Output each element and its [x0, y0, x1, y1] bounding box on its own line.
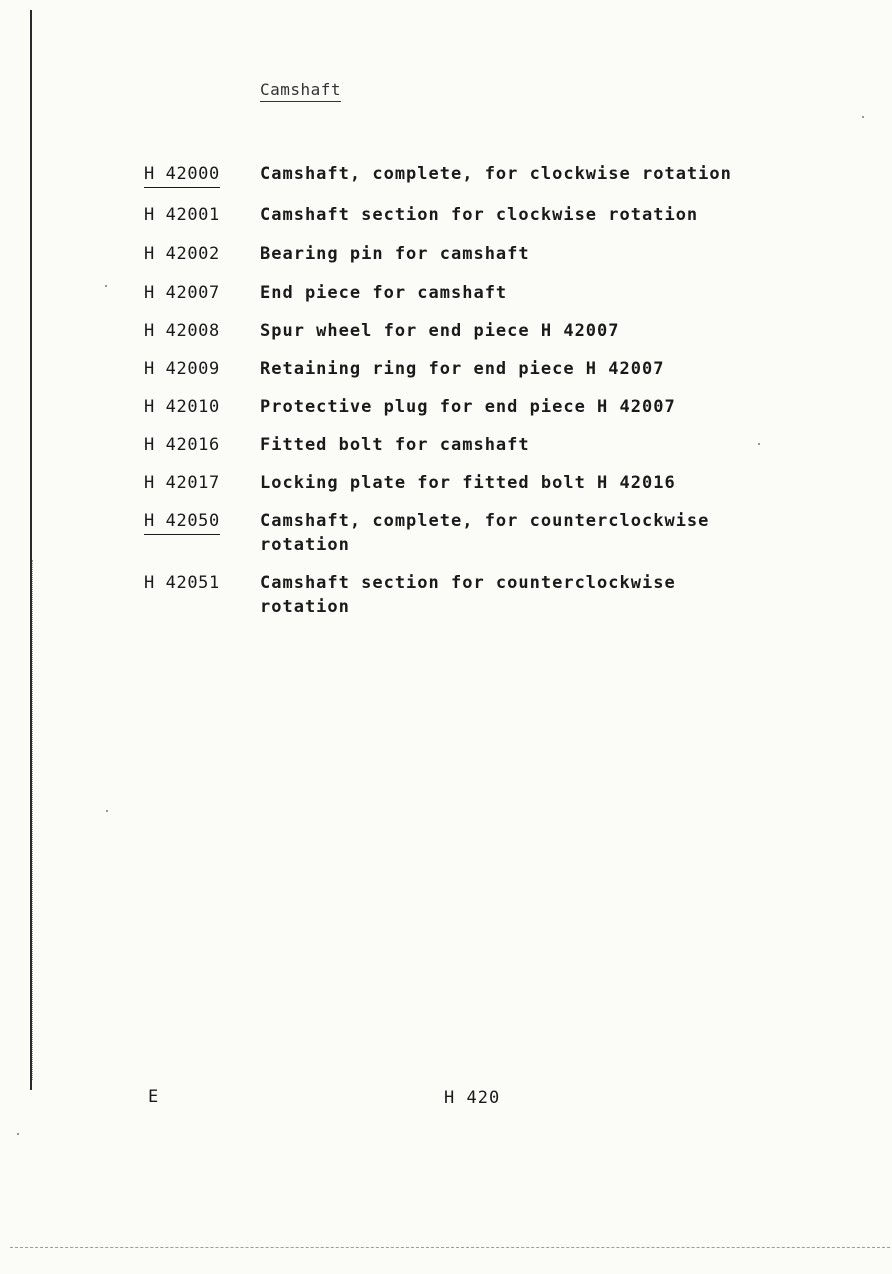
- part-item: [144, 319, 844, 343]
- part-number: H 42010: [144, 397, 220, 417]
- scan-speck: [17, 1133, 19, 1135]
- part-item: [144, 471, 844, 495]
- binding-dotted-line: [32, 560, 33, 1080]
- footer-language-code: E: [148, 1087, 159, 1107]
- part-description: Fitted bolt for camshaft: [260, 435, 530, 455]
- part-item: [144, 509, 844, 557]
- part-number: H 42008: [144, 321, 220, 341]
- page-bottom-rule: [10, 1247, 890, 1248]
- part-description: Camshaft, complete, for clockwise rotation: [260, 164, 732, 184]
- scan-speck: [106, 810, 108, 812]
- part-item: [144, 395, 844, 419]
- footer-page-reference: H 420: [444, 1088, 501, 1108]
- part-item: [144, 571, 844, 619]
- part-description: Retaining ring for end piece H 42007: [260, 359, 665, 379]
- part-item: [144, 242, 844, 266]
- part-description: Camshaft section for clockwise rotation: [260, 205, 699, 225]
- part-item: [144, 281, 844, 305]
- part-number: H 42051: [144, 573, 220, 593]
- parts-list: [144, 162, 844, 619]
- part-description: Camshaft, complete, for counterclockwise rotation: [260, 511, 710, 555]
- scan-speck: [862, 116, 864, 118]
- part-number: H 42050: [144, 509, 260, 533]
- scan-speck: [758, 443, 760, 445]
- scan-speck: [105, 285, 107, 287]
- part-item: [144, 433, 844, 457]
- part-number: H 42016: [144, 435, 220, 455]
- part-description: End piece for camshaft: [260, 283, 508, 303]
- part-number: H 42017: [144, 473, 220, 493]
- part-description: Camshaft section for counterclockwise rotation: [260, 573, 676, 617]
- part-number: H 42007: [144, 283, 220, 303]
- part-number: H 42000: [144, 162, 260, 186]
- part-item: [144, 203, 844, 227]
- part-item: [144, 357, 844, 381]
- part-description: Protective plug for end piece H 42007: [260, 397, 676, 417]
- part-description: Spur wheel for end piece H 42007: [260, 321, 620, 341]
- part-description: Locking plate for fitted bolt H 42016: [260, 473, 676, 493]
- part-number: H 42009: [144, 359, 220, 379]
- page-title: Camshaft: [260, 80, 341, 102]
- part-description: Bearing pin for camshaft: [260, 244, 530, 264]
- part-number: H 42001: [144, 205, 220, 225]
- part-number: H 42002: [144, 244, 220, 264]
- part-item: [144, 162, 844, 186]
